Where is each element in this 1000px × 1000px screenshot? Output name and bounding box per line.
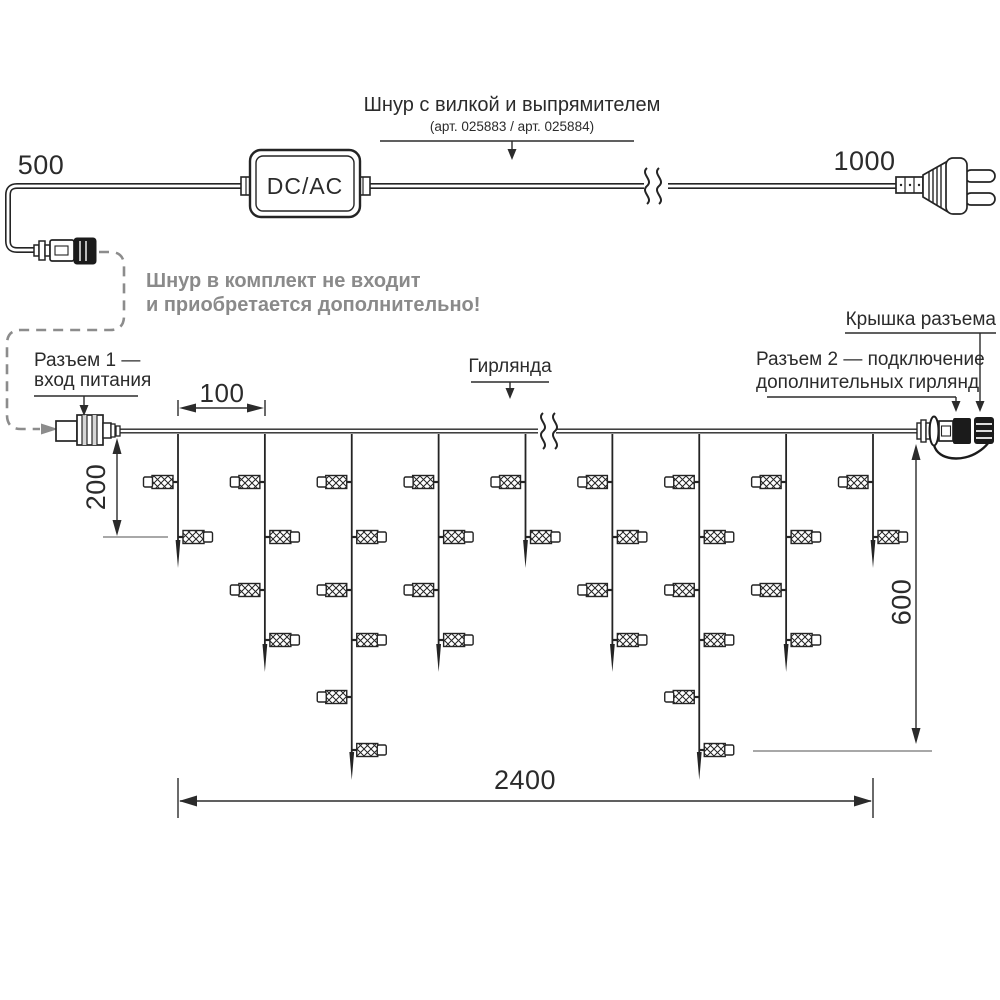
lamp-cap xyxy=(464,532,473,542)
lamp-body xyxy=(791,531,812,544)
icicle-drops xyxy=(144,434,908,780)
garland-label: Гирлянда xyxy=(468,356,552,377)
adapter-label: DC/AC xyxy=(266,172,344,199)
power-cord-wire xyxy=(8,186,897,250)
lamp-cap xyxy=(317,477,326,487)
cord-subtitle: (арт. 025883 / арт. 025884) xyxy=(429,119,595,134)
lamp-body xyxy=(531,531,552,544)
lamp-cap xyxy=(665,585,674,595)
lamp-body xyxy=(239,584,260,597)
cord-end-connector xyxy=(34,238,96,264)
connector2-leader xyxy=(767,397,961,412)
lamp-body xyxy=(617,531,638,544)
lamp-body xyxy=(444,634,465,647)
lamp-cap xyxy=(404,477,413,487)
lamp-cap xyxy=(377,745,386,755)
lamp-cap xyxy=(725,635,734,645)
lamp-body xyxy=(152,476,173,489)
lamp-body xyxy=(270,531,291,544)
lamp-body xyxy=(878,531,899,544)
connector2-and-cap xyxy=(917,417,994,459)
cable-break-icon xyxy=(645,168,661,204)
lamp-cap xyxy=(839,477,848,487)
garland-wire xyxy=(120,413,917,449)
lamp-body xyxy=(270,634,291,647)
drop-tip xyxy=(871,540,876,568)
lamp-body xyxy=(847,476,868,489)
lamp-body xyxy=(183,531,204,544)
dim-200-label: 200 xyxy=(81,463,111,511)
lamp-body xyxy=(444,531,465,544)
lamp-cap xyxy=(230,477,239,487)
lamp-cap xyxy=(665,477,674,487)
lamp-body xyxy=(704,634,725,647)
lamp-cap xyxy=(144,477,153,487)
lamp-cap xyxy=(725,745,734,755)
lamp-cap xyxy=(725,532,734,542)
lamp-body xyxy=(500,476,521,489)
lamp-cap xyxy=(404,585,413,595)
lamp-cap xyxy=(377,635,386,645)
lamp-body xyxy=(760,584,781,597)
lamp-cap xyxy=(812,532,821,542)
dim-2400-label: 2400 xyxy=(493,765,557,795)
lamp-cap xyxy=(665,692,674,702)
wire-break-icon xyxy=(541,413,545,449)
lamp-cap xyxy=(230,585,239,595)
lamp-body xyxy=(239,476,260,489)
lamp-body xyxy=(617,634,638,647)
dim-1000-label: 1000 xyxy=(833,146,896,176)
drop-tip xyxy=(176,540,181,568)
lamp-body xyxy=(673,584,694,597)
lamp-cap xyxy=(317,585,326,595)
dashed-connection-path xyxy=(7,252,124,435)
note-line2: и приобретается дополнительно! xyxy=(146,294,481,316)
lamp-cap xyxy=(752,585,761,595)
cord-title-leader xyxy=(380,141,634,160)
cap-label: Крышка разъема xyxy=(845,309,996,330)
lamp-body xyxy=(326,691,347,704)
drop-tip xyxy=(784,644,789,672)
lamp-body xyxy=(704,531,725,544)
lamp-cap xyxy=(204,532,213,542)
power-plug xyxy=(896,158,995,214)
connector2-label-line2: дополнительных гирлянд xyxy=(756,372,980,393)
lamp-cap xyxy=(578,477,587,487)
connector1-label-line2: вход питания xyxy=(34,370,152,391)
lamp-cap xyxy=(290,635,299,645)
drop-tip xyxy=(523,540,528,568)
lamp-body xyxy=(413,584,434,597)
dim-500-label: 500 xyxy=(17,150,65,180)
dim-100-label: 100 xyxy=(199,378,245,408)
wire-break-icon xyxy=(553,413,557,449)
lamp-cap xyxy=(638,532,647,542)
lamp-cap xyxy=(752,477,761,487)
lamp-body xyxy=(357,634,378,647)
lamp-cap xyxy=(638,635,647,645)
cord-title: Шнур с вилкой и выпрямителем xyxy=(363,94,661,116)
lamp-body xyxy=(413,476,434,489)
lamp-body xyxy=(326,476,347,489)
drop-tip xyxy=(697,752,702,780)
lamp-body xyxy=(760,476,781,489)
lamp-cap xyxy=(812,635,821,645)
connector1-leader xyxy=(34,396,138,416)
lamp-cap xyxy=(491,477,500,487)
lamp-body xyxy=(357,531,378,544)
drop-tip xyxy=(262,644,267,672)
note-line1: Шнур в комплект не входит xyxy=(146,270,421,292)
lamp-body xyxy=(586,584,607,597)
drop-tip xyxy=(436,644,441,672)
lamp-cap xyxy=(377,532,386,542)
lamp-body xyxy=(673,691,694,704)
lamp-body xyxy=(673,476,694,489)
lamp-cap xyxy=(899,532,908,542)
lamp-body xyxy=(357,744,378,757)
lamp-body xyxy=(586,476,607,489)
lamp-cap xyxy=(551,532,560,542)
connector1-label-line1: Разъем 1 — xyxy=(34,350,141,371)
lamp-cap xyxy=(464,635,473,645)
dim-600-label: 600 xyxy=(886,578,917,626)
lamp-cap xyxy=(578,585,587,595)
lamp-cap xyxy=(317,692,326,702)
lamp-body xyxy=(791,634,812,647)
drop-tip xyxy=(349,752,354,780)
connector1 xyxy=(56,415,120,445)
lamp-cap xyxy=(290,532,299,542)
drop-tip xyxy=(610,644,615,672)
lamp-body xyxy=(326,584,347,597)
garland-label-leader xyxy=(471,382,549,399)
lamp-body xyxy=(704,744,725,757)
connector2-label-line1: Разъем 2 — подключение xyxy=(756,349,985,370)
